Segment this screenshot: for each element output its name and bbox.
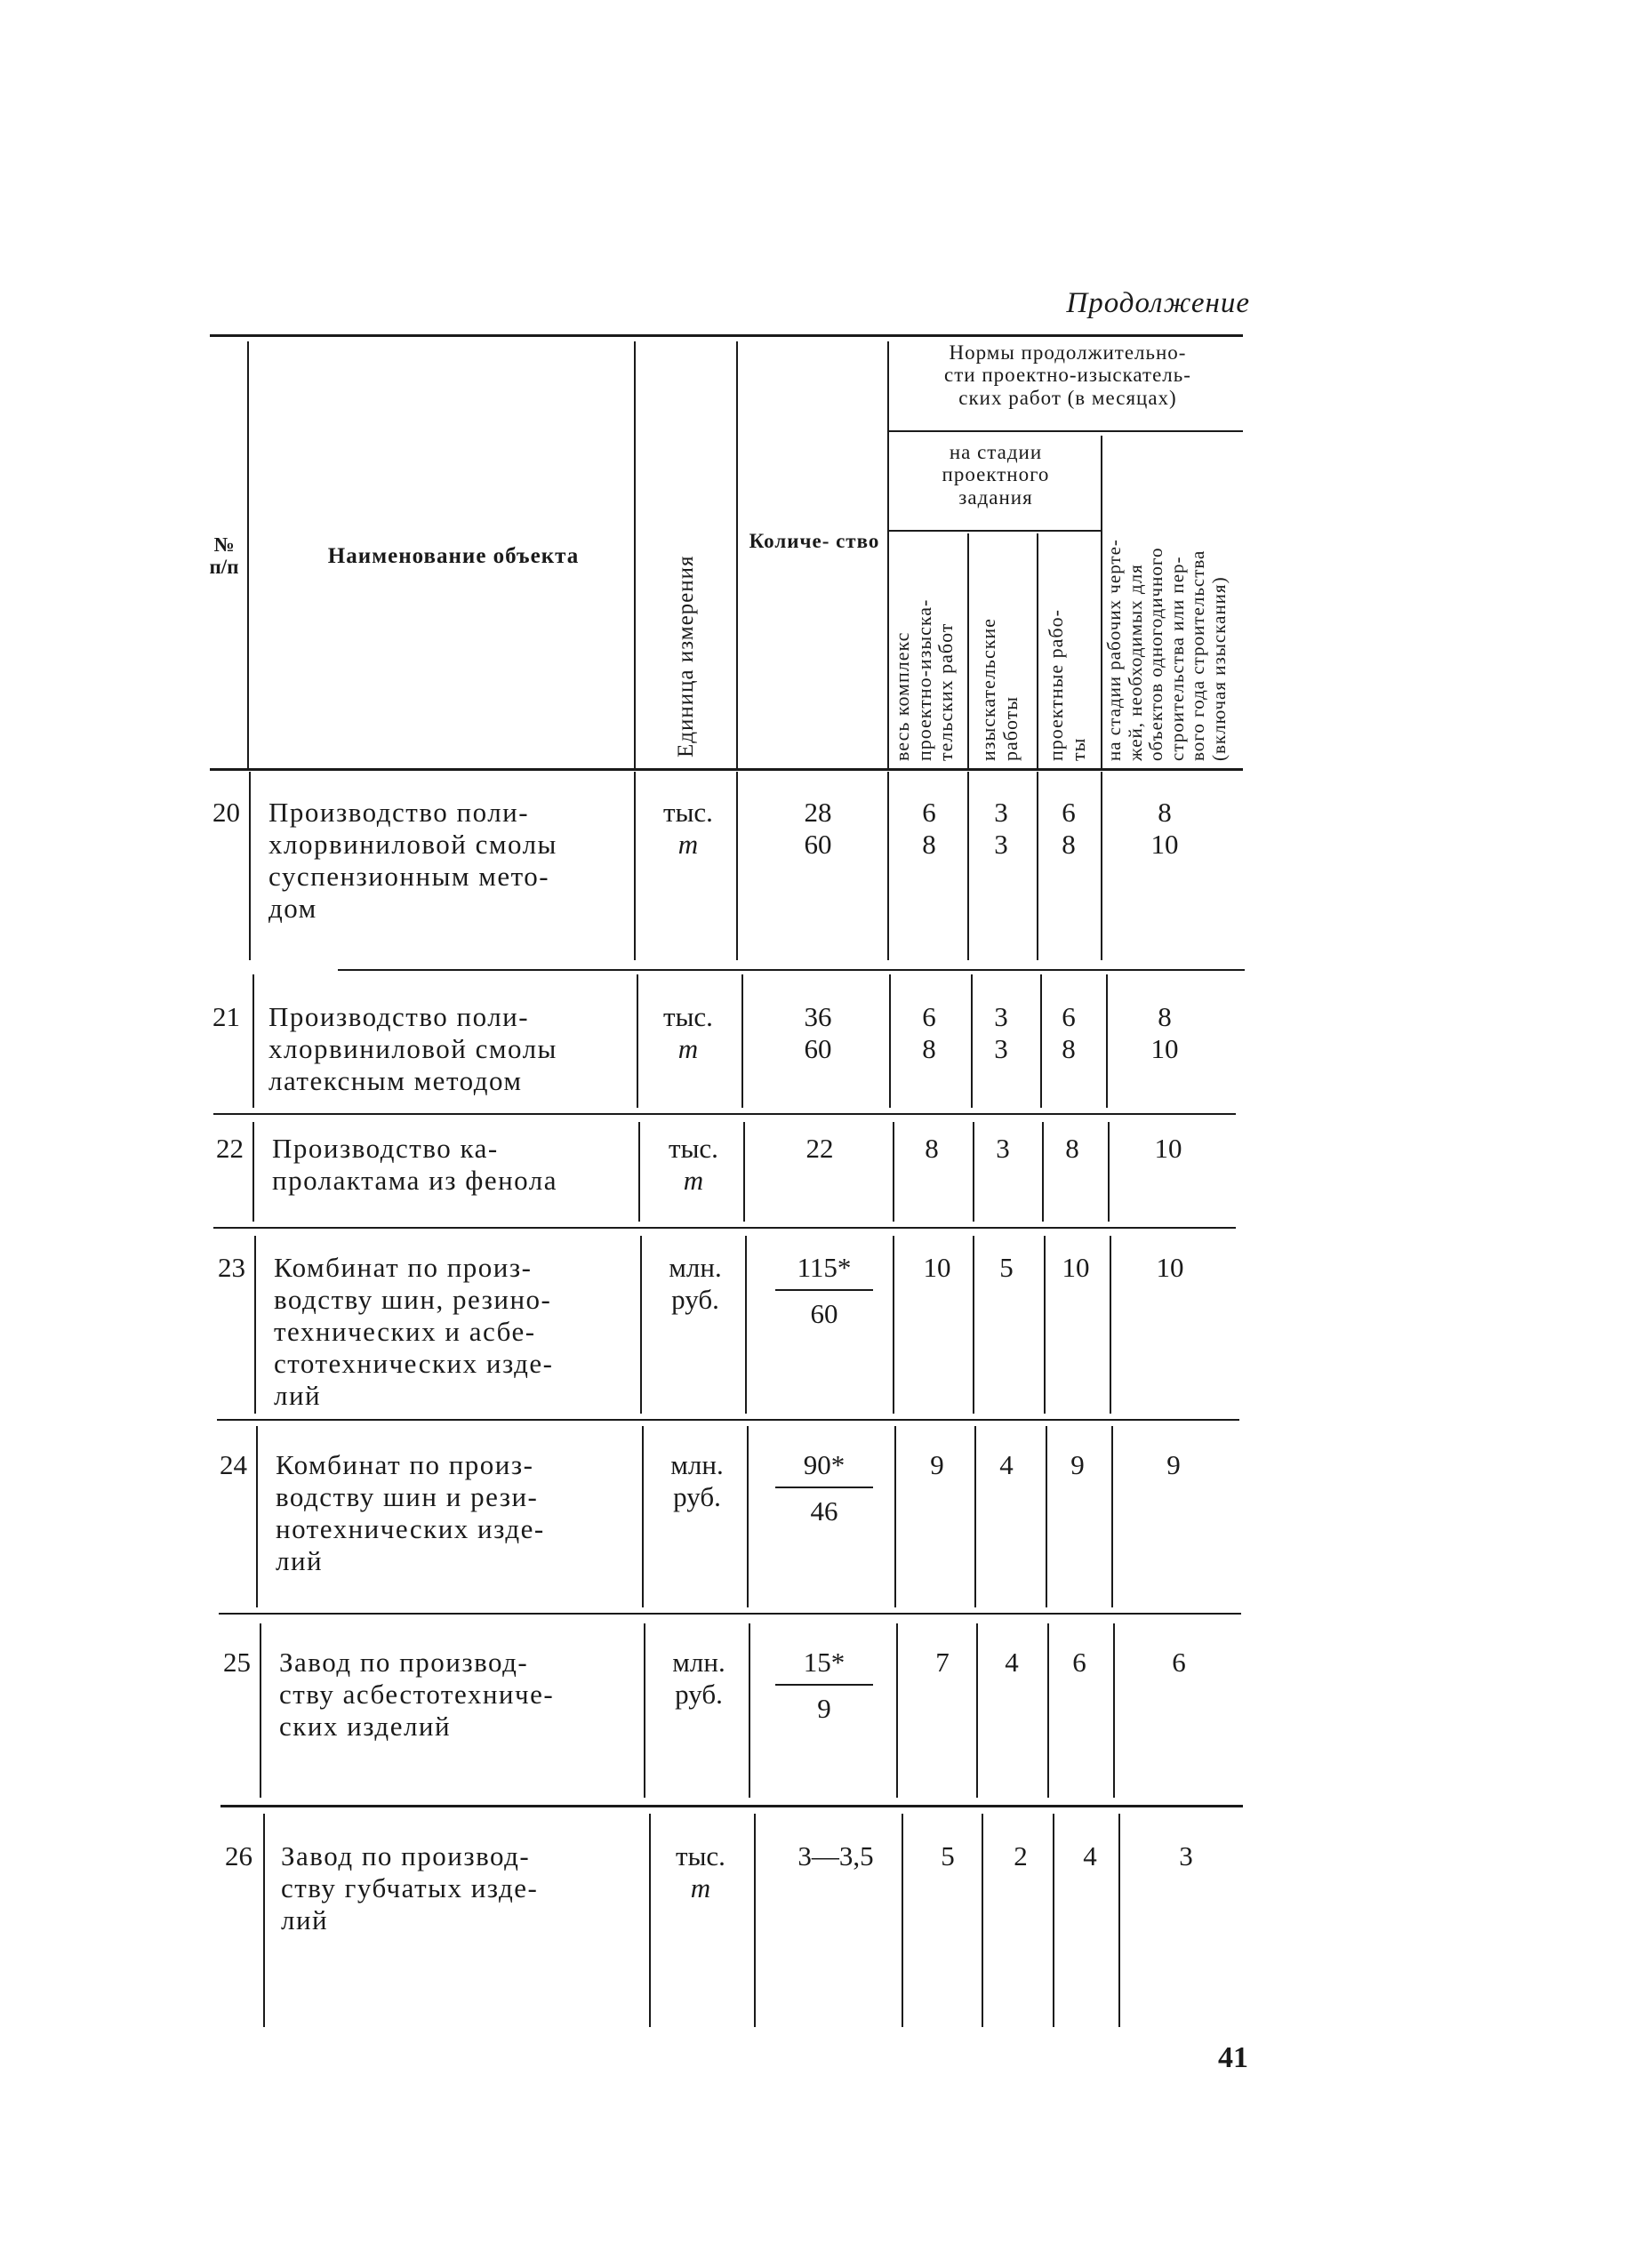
row20-rule-d <box>887 772 889 960</box>
row-name: Завод по производ- ству асбестотехниче- ских изделий <box>279 1647 555 1742</box>
row21-bottom-rule <box>213 1113 1236 1115</box>
row23-rule-a <box>254 1236 256 1414</box>
row-working: 8 10 <box>1150 797 1179 860</box>
row25-rule-b <box>644 1623 645 1798</box>
row-survey: 3 3 <box>994 797 1008 860</box>
row25-rule-a <box>260 1623 261 1798</box>
header-bottom-rule <box>210 768 1243 771</box>
row25-bottom-rule <box>220 1805 1243 1807</box>
row23-rule-e <box>973 1236 974 1414</box>
row-working: 6 <box>1172 1647 1186 1678</box>
row25-rule-f <box>1047 1623 1049 1798</box>
row21-rule-c <box>741 974 743 1108</box>
row-unit: тыс. т <box>663 1001 713 1064</box>
row-name: Комбинат по произ- водству шин и рези- нотехнических изде- лий <box>276 1449 545 1576</box>
table-top-rule <box>210 334 1243 337</box>
row-full: 6 8 <box>922 797 936 860</box>
row-unit: тыс. т <box>676 1840 725 1903</box>
row-working: 10 <box>1156 1252 1184 1283</box>
row-num: 24 <box>220 1449 247 1480</box>
col-rule-1 <box>247 341 249 768</box>
row26-rule-d <box>902 1814 903 2027</box>
row-survey: 4 <box>1005 1647 1019 1678</box>
row-working: 10 <box>1154 1133 1182 1164</box>
row-design: 6 8 <box>1062 797 1076 860</box>
header-norms: Нормы продолжительно- сти проектно-изыскатель- ских работ (в месяцах) <box>944 341 1191 409</box>
row22-rule-b <box>638 1122 640 1222</box>
row-num: 26 <box>225 1840 252 1871</box>
row-num: 23 <box>218 1252 245 1283</box>
row26-rule-e <box>982 1814 983 2027</box>
row25-rule-e <box>976 1623 978 1798</box>
row21-rule-f <box>1040 974 1042 1108</box>
row-design: 6 <box>1072 1647 1086 1678</box>
row-qty: 22 <box>805 1133 834 1164</box>
row-num: 22 <box>216 1133 244 1164</box>
row-survey: 3 <box>996 1133 1010 1164</box>
row-survey: 2 <box>1014 1840 1028 1871</box>
row22-bottom-rule <box>213 1227 1236 1229</box>
row22-rule-c <box>743 1122 745 1222</box>
row21-rule-g <box>1106 974 1108 1108</box>
row-qty-fraction: $\frac{115*}{60}$ <box>775 1252 873 1330</box>
row-qty-fraction: $\frac{15*}{9}$ <box>775 1647 873 1725</box>
row26-rule-g <box>1118 1814 1120 2027</box>
row-num: 21 <box>212 1001 240 1032</box>
header-unit: Единица измерения <box>674 555 698 757</box>
row23-rule-g <box>1110 1236 1111 1414</box>
row-qty-fraction: $\frac{90*}{46}$ <box>775 1449 873 1527</box>
row-design: 8 <box>1065 1133 1079 1164</box>
row-unit: млн. руб. <box>669 1252 722 1315</box>
header-name: Наименование объекта <box>327 544 580 568</box>
row-design: 10 <box>1062 1252 1090 1283</box>
row24-rule-f <box>1046 1426 1047 1607</box>
row-working: 9 <box>1166 1449 1181 1480</box>
continuation-label: Продолжение <box>1066 287 1250 319</box>
row24-rule-a <box>256 1426 258 1607</box>
row-full: 6 8 <box>922 1001 936 1064</box>
row-survey: 3 3 <box>994 1001 1008 1064</box>
row-full: 5 <box>941 1840 955 1871</box>
row-survey: 4 <box>999 1449 1014 1480</box>
row-name: Производство поли- хлорвиниловой смолы суспензионным мето- дом <box>268 797 557 924</box>
header-qty: Количе- ство <box>749 530 880 552</box>
row23-rule-f <box>1044 1236 1046 1414</box>
row24-rule-d <box>894 1426 896 1607</box>
header-col-full: весь комплекс проектно-изыска- тельских работ <box>891 598 958 761</box>
row24-rule-c <box>747 1426 749 1607</box>
row-name: Комбинат по произ- водству шин, резино- технических и асбе- стотехнических изде- лий <box>274 1252 554 1411</box>
row23-bottom-rule <box>217 1419 1239 1421</box>
row-qty: 36 60 <box>804 1001 832 1064</box>
header-num: № п/п <box>209 533 239 579</box>
row23-rule-c <box>745 1236 747 1414</box>
row-num: 20 <box>212 797 240 828</box>
row-full: 9 <box>930 1449 944 1480</box>
col-rule-6 <box>1037 533 1038 768</box>
row26-rule-a <box>263 1814 265 2027</box>
row22-rule-d <box>893 1122 894 1222</box>
row22-rule-a <box>252 1122 254 1222</box>
row20-rule-f <box>1037 772 1038 960</box>
row20-rule-g <box>1101 772 1102 960</box>
row24-bottom-rule <box>219 1613 1241 1615</box>
row24-rule-b <box>642 1426 644 1607</box>
row25-rule-d <box>896 1623 898 1798</box>
row-num: 25 <box>223 1647 251 1678</box>
col-rule-4 <box>887 341 889 768</box>
row20-rule-e <box>967 772 969 960</box>
page-number: 41 <box>1218 2041 1248 2074</box>
row-design: 6 8 <box>1062 1001 1076 1064</box>
row25-rule-c <box>749 1623 750 1798</box>
row26-rule-f <box>1053 1814 1054 2027</box>
row26-rule-c <box>754 1814 756 2027</box>
row22-rule-f <box>1042 1122 1044 1222</box>
row-unit: млн. руб. <box>672 1647 725 1710</box>
row24-rule-g <box>1111 1426 1113 1607</box>
row-qty: 28 60 <box>804 797 832 860</box>
row20-rule-a <box>249 772 251 960</box>
row-unit: тыс. т <box>669 1133 718 1196</box>
row-qty: 3—3,5 <box>797 1840 874 1871</box>
row25-rule-g <box>1113 1623 1115 1798</box>
row-survey: 5 <box>999 1252 1014 1283</box>
row-name: Производство ка- пролактама из фенола <box>272 1133 558 1196</box>
row26-rule-b <box>649 1814 651 2027</box>
row-full: 10 <box>923 1252 951 1283</box>
header-col-working: на стадии рабочих черте- жей, необходимых для объектов одногодичного строительства или пер- вого года строительства (включая изыскания) <box>1103 539 1230 761</box>
row-design: 4 <box>1083 1840 1097 1871</box>
row22-rule-g <box>1108 1122 1110 1222</box>
row24-rule-e <box>974 1426 976 1607</box>
row-unit: тыс. т <box>663 797 713 860</box>
col-rule-7 <box>1101 436 1102 768</box>
col-rule-5 <box>967 533 969 768</box>
stage-rule <box>889 530 1101 532</box>
row20-rule-b <box>634 772 636 960</box>
row23-rule-b <box>640 1236 642 1414</box>
row-working: 3 <box>1179 1840 1193 1871</box>
row22-rule-e <box>973 1122 974 1222</box>
row-name: Производство поли- хлорвиниловой смолы латексным методом <box>268 1001 557 1096</box>
col-rule-3 <box>736 341 738 768</box>
row20-rule-c <box>736 772 738 960</box>
row-working: 8 10 <box>1150 1001 1179 1064</box>
row21-rule-b <box>637 974 638 1108</box>
header-col-survey: изыскательские работы <box>977 618 1022 761</box>
row-design: 9 <box>1070 1449 1085 1480</box>
row-name: Завод по производ- ству губчатых изде- лий <box>281 1840 539 1935</box>
row21-rule-a <box>252 974 254 1108</box>
row-unit: млн. руб. <box>670 1449 724 1512</box>
row-full: 7 <box>935 1647 950 1678</box>
norms-rule <box>889 430 1243 432</box>
row21-rule-d <box>889 974 891 1108</box>
header-stage-project: на стадии проектного задания <box>942 441 1050 509</box>
row21-rule-e <box>971 974 973 1108</box>
row20-bottom-rule <box>338 969 1245 971</box>
header-col-design: проектные рабо- ты <box>1045 609 1089 761</box>
row-full: 8 <box>925 1133 939 1164</box>
row23-rule-d <box>893 1236 894 1414</box>
